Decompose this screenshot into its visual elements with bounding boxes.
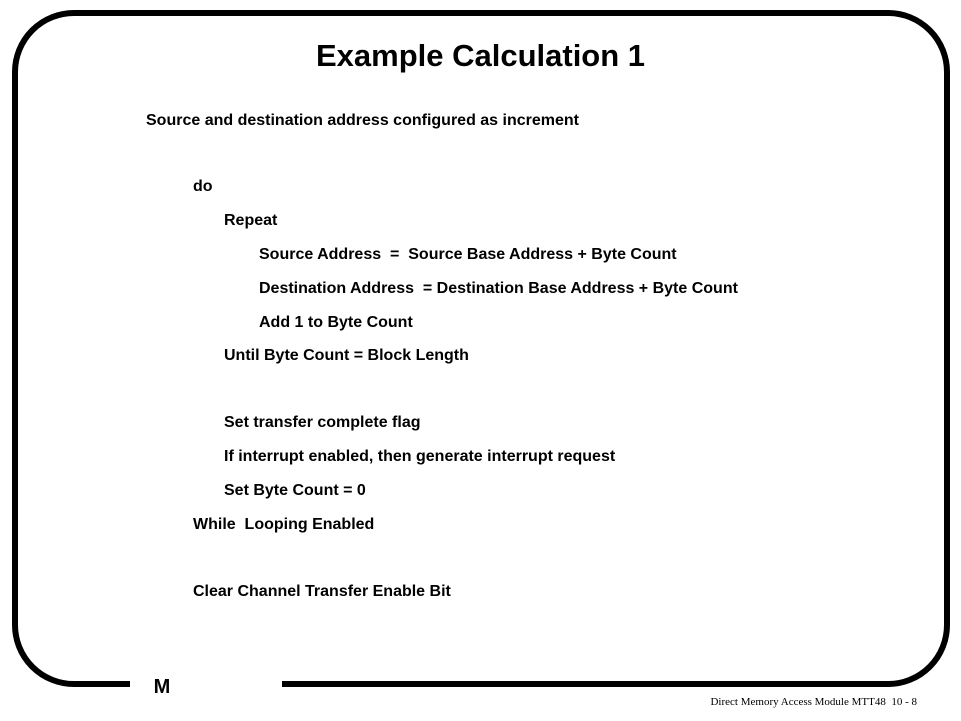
- code-interrupt: If interrupt enabled, then generate interrupt request: [224, 448, 616, 465]
- code-repeat: Repeat: [224, 212, 278, 229]
- code-destination-address: Destination Address = Destination Base Address + Byte Count: [259, 280, 738, 297]
- footer-text: Direct Memory Access Module MTT48 10 - 8: [710, 696, 917, 708]
- code-do: do: [193, 178, 213, 195]
- code-reset-byte-count: Set Byte Count = 0: [224, 482, 366, 499]
- logo-mark: M: [153, 676, 171, 698]
- intro-line: Source and destination address configured as increment: [146, 112, 579, 129]
- code-clear-enable-bit: Clear Channel Transfer Enable Bit: [193, 583, 451, 600]
- slide-title: Example Calculation 1: [315, 38, 646, 73]
- code-set-complete-flag: Set transfer complete flag: [224, 414, 421, 431]
- code-while: While Looping Enabled: [193, 516, 375, 533]
- code-add-byte-count: Add 1 to Byte Count: [259, 314, 413, 331]
- code-until: Until Byte Count = Block Length: [224, 347, 469, 364]
- code-source-address: Source Address = Source Base Address + Byte Count: [259, 246, 677, 263]
